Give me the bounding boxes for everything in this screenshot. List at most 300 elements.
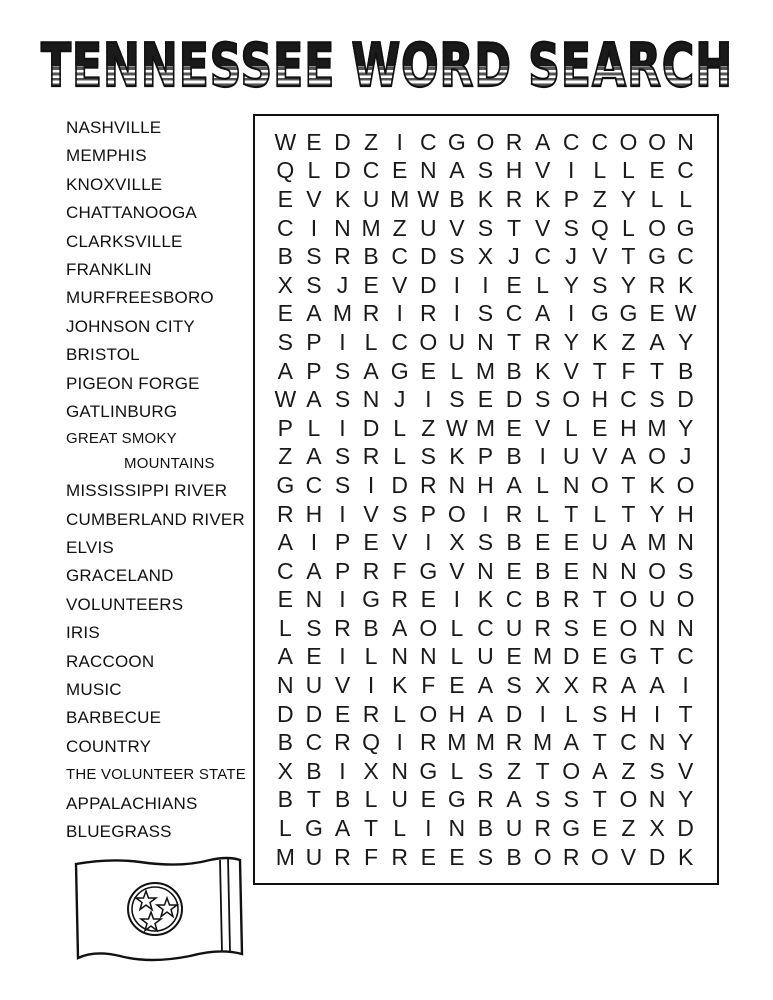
grid-letter[interactable]: T bbox=[364, 815, 379, 842]
grid-letter[interactable]: E bbox=[649, 300, 665, 327]
grid-letter[interactable]: H bbox=[477, 471, 494, 498]
grid-letter[interactable]: K bbox=[334, 185, 351, 212]
grid-letter[interactable]: S bbox=[592, 271, 608, 298]
grid-letter[interactable]: T bbox=[621, 243, 636, 270]
grid-letter[interactable]: C bbox=[362, 157, 380, 184]
grid-letter[interactable]: C bbox=[505, 586, 523, 613]
grid-letter[interactable]: N bbox=[477, 557, 494, 584]
grid-letter[interactable]: G bbox=[676, 214, 695, 241]
grid-letter[interactable]: E bbox=[563, 557, 579, 584]
grid-letter[interactable]: S bbox=[477, 757, 494, 784]
grid-letter[interactable]: I bbox=[339, 500, 346, 527]
grid-letter[interactable]: K bbox=[392, 672, 408, 699]
grid-letter[interactable]: U bbox=[305, 672, 323, 699]
grid-letter[interactable]: C bbox=[562, 128, 580, 155]
grid-letter[interactable]: W bbox=[417, 185, 440, 212]
grid-letter[interactable]: D bbox=[391, 471, 408, 498]
grid-letter[interactable]: R bbox=[362, 300, 380, 327]
grid-letter[interactable]: N bbox=[477, 328, 494, 355]
grid-letter[interactable]: C bbox=[391, 328, 408, 355]
grid-letter[interactable]: V bbox=[334, 672, 351, 699]
grid-letter[interactable]: C bbox=[677, 643, 694, 670]
grid-letter[interactable]: R bbox=[534, 328, 551, 355]
grid-letter[interactable]: S bbox=[534, 786, 551, 813]
grid-letter[interactable]: R bbox=[591, 672, 609, 699]
grid-letter[interactable]: S bbox=[392, 500, 408, 527]
grid-letter[interactable]: N bbox=[620, 557, 637, 584]
grid-letter[interactable]: K bbox=[677, 271, 694, 298]
grid-letter[interactable]: B bbox=[506, 443, 522, 470]
grid-letter[interactable]: R bbox=[391, 843, 408, 870]
grid-letter[interactable]: G bbox=[419, 557, 438, 584]
grid-letter[interactable]: N bbox=[648, 786, 666, 813]
grid-letter[interactable]: R bbox=[505, 729, 523, 756]
grid-letter[interactable]: E bbox=[277, 185, 293, 212]
grid-letter[interactable]: H bbox=[620, 700, 637, 727]
grid-letter[interactable]: M bbox=[332, 300, 353, 327]
grid-letter[interactable]: O bbox=[419, 614, 438, 641]
grid-letter[interactable]: Z bbox=[507, 757, 522, 784]
grid-letter[interactable]: J bbox=[336, 271, 349, 298]
grid-letter[interactable]: G bbox=[304, 815, 323, 842]
grid-letter[interactable]: W bbox=[674, 300, 697, 327]
grid-letter[interactable]: W bbox=[446, 414, 468, 441]
grid-letter[interactable]: I bbox=[396, 300, 403, 327]
grid-letter[interactable]: X bbox=[449, 529, 465, 556]
grid-letter[interactable]: V bbox=[563, 357, 579, 384]
grid-letter[interactable]: R bbox=[334, 843, 351, 870]
grid-letter[interactable]: A bbox=[563, 729, 579, 756]
grid-letter[interactable]: E bbox=[592, 414, 608, 441]
grid-letter[interactable]: N bbox=[419, 643, 437, 670]
grid-letter[interactable]: V bbox=[392, 529, 408, 556]
grid-letter[interactable]: R bbox=[562, 586, 580, 613]
grid-letter[interactable]: E bbox=[420, 786, 436, 813]
grid-letter[interactable]: E bbox=[420, 843, 436, 870]
grid-letter[interactable]: A bbox=[620, 443, 637, 470]
grid-letter[interactable]: S bbox=[477, 843, 494, 870]
grid-letter[interactable]: M bbox=[275, 843, 295, 870]
grid-letter[interactable]: S bbox=[334, 443, 351, 470]
grid-letter[interactable]: H bbox=[305, 500, 323, 527]
grid-letter[interactable]: S bbox=[334, 386, 351, 413]
grid-letter[interactable]: I bbox=[453, 271, 461, 298]
grid-letter[interactable]: X bbox=[363, 757, 379, 784]
grid-letter[interactable]: I bbox=[482, 500, 489, 527]
grid-letter[interactable]: O bbox=[648, 443, 666, 470]
grid-letter[interactable]: A bbox=[334, 815, 351, 842]
grid-letter[interactable]: Z bbox=[421, 414, 436, 441]
grid-letter[interactable]: P bbox=[477, 443, 494, 470]
grid-letter[interactable]: R bbox=[362, 700, 380, 727]
grid-letter[interactable]: O bbox=[562, 757, 581, 784]
grid-letter[interactable]: C bbox=[419, 128, 437, 155]
grid-letter[interactable]: I bbox=[425, 386, 432, 413]
grid-letter[interactable]: L bbox=[450, 643, 464, 670]
grid-letter[interactable]: N bbox=[448, 471, 466, 498]
grid-letter[interactable]: O bbox=[533, 843, 552, 870]
grid-letter[interactable]: S bbox=[563, 786, 579, 813]
grid-letter[interactable]: A bbox=[277, 529, 293, 556]
grid-letter[interactable]: L bbox=[278, 815, 292, 842]
grid-letter[interactable]: I bbox=[682, 672, 689, 699]
grid-letter[interactable]: B bbox=[506, 843, 522, 870]
grid-letter[interactable]: A bbox=[277, 357, 293, 384]
grid-letter[interactable]: T bbox=[564, 500, 579, 527]
grid-letter[interactable]: M bbox=[475, 414, 496, 441]
grid-letter[interactable]: B bbox=[363, 614, 379, 641]
grid-letter[interactable]: M bbox=[447, 729, 467, 756]
grid-letter[interactable]: C bbox=[620, 729, 637, 756]
grid-letter[interactable]: Z bbox=[592, 185, 607, 212]
grid-letter[interactable]: P bbox=[420, 500, 436, 527]
grid-letter[interactable]: P bbox=[306, 357, 322, 384]
grid-letter[interactable]: K bbox=[477, 185, 494, 212]
grid-letter[interactable]: U bbox=[477, 643, 494, 670]
grid-letter[interactable]: Y bbox=[649, 500, 665, 527]
grid-letter[interactable]: B bbox=[277, 786, 293, 813]
grid-letter[interactable]: F bbox=[421, 672, 436, 699]
grid-letter[interactable]: A bbox=[306, 443, 322, 470]
grid-letter[interactable]: S bbox=[534, 386, 551, 413]
grid-letter[interactable]: K bbox=[449, 443, 465, 470]
grid-letter[interactable]: M bbox=[475, 729, 496, 756]
grid-letter[interactable]: T bbox=[649, 357, 665, 384]
grid-letter[interactable]: S bbox=[649, 757, 665, 784]
grid-letter[interactable]: I bbox=[453, 586, 461, 613]
grid-letter[interactable]: O bbox=[419, 700, 438, 727]
grid-letter[interactable]: X bbox=[277, 271, 293, 298]
grid-letter[interactable]: S bbox=[477, 214, 494, 241]
grid-letter[interactable]: S bbox=[306, 243, 322, 270]
grid-letter[interactable]: Z bbox=[392, 214, 407, 241]
grid-letter[interactable]: L bbox=[593, 157, 607, 184]
grid-letter[interactable]: O bbox=[590, 843, 609, 870]
grid-letter[interactable]: L bbox=[364, 643, 378, 670]
grid-letter[interactable]: Y bbox=[563, 271, 579, 298]
grid-letter[interactable]: R bbox=[334, 243, 351, 270]
grid-letter[interactable]: T bbox=[649, 643, 665, 670]
grid-letter[interactable]: X bbox=[277, 757, 293, 784]
grid-letter[interactable]: D bbox=[505, 386, 523, 413]
grid-letter[interactable]: E bbox=[306, 128, 322, 155]
grid-letter[interactable]: T bbox=[535, 757, 550, 784]
grid-letter[interactable]: S bbox=[649, 386, 665, 413]
grid-letter[interactable]: T bbox=[592, 357, 607, 384]
grid-letter[interactable]: V bbox=[449, 214, 465, 241]
grid-letter[interactable]: A bbox=[592, 757, 608, 784]
grid-letter[interactable]: O bbox=[476, 128, 495, 155]
grid-letter[interactable]: G bbox=[619, 643, 638, 670]
grid-letter[interactable]: L bbox=[393, 443, 407, 470]
grid-letter[interactable]: I bbox=[396, 729, 403, 756]
grid-letter[interactable]: I bbox=[339, 328, 346, 355]
grid-letter[interactable]: D bbox=[419, 243, 437, 270]
grid-letter[interactable]: C bbox=[305, 729, 323, 756]
grid-letter[interactable]: L bbox=[450, 614, 464, 641]
grid-letter[interactable]: N bbox=[419, 157, 437, 184]
grid-letter[interactable]: H bbox=[591, 386, 609, 413]
grid-letter[interactable]: U bbox=[505, 614, 523, 641]
grid-letter[interactable]: F bbox=[621, 357, 636, 384]
grid-letter[interactable]: O bbox=[419, 328, 438, 355]
grid-letter[interactable]: V bbox=[534, 414, 551, 441]
grid-letter[interactable]: L bbox=[650, 185, 664, 212]
grid-letter[interactable]: U bbox=[562, 443, 580, 470]
grid-letter[interactable]: H bbox=[448, 700, 466, 727]
grid-letter[interactable]: O bbox=[676, 586, 695, 613]
grid-letter[interactable]: V bbox=[592, 443, 608, 470]
grid-letter[interactable]: D bbox=[305, 700, 323, 727]
grid-letter[interactable]: Q bbox=[276, 157, 295, 184]
grid-letter[interactable]: N bbox=[591, 557, 609, 584]
grid-letter[interactable]: I bbox=[539, 443, 546, 470]
grid-letter[interactable]: R bbox=[276, 500, 294, 527]
grid-letter[interactable]: V bbox=[449, 557, 465, 584]
grid-letter[interactable]: R bbox=[477, 786, 494, 813]
grid-letter[interactable]: L bbox=[536, 271, 550, 298]
grid-letter[interactable]: F bbox=[364, 843, 379, 870]
grid-letter[interactable]: L bbox=[393, 700, 407, 727]
grid-letter[interactable]: I bbox=[653, 700, 661, 727]
grid-letter[interactable]: L bbox=[307, 157, 321, 184]
grid-letter[interactable]: D bbox=[505, 700, 523, 727]
grid-letter[interactable]: M bbox=[533, 643, 553, 670]
grid-letter[interactable]: S bbox=[563, 214, 579, 241]
grid-letter[interactable]: C bbox=[591, 128, 609, 155]
grid-letter[interactable]: S bbox=[334, 357, 351, 384]
grid-letter[interactable]: E bbox=[563, 529, 579, 556]
grid-letter[interactable]: T bbox=[621, 500, 636, 527]
grid-letter[interactable]: E bbox=[649, 157, 665, 184]
grid-letter[interactable]: Y bbox=[620, 271, 637, 298]
grid-letter[interactable]: G bbox=[390, 357, 409, 384]
grid-letter[interactable]: A bbox=[506, 471, 522, 498]
grid-letter[interactable]: L bbox=[450, 357, 464, 384]
grid-letter[interactable]: E bbox=[277, 300, 293, 327]
grid-letter[interactable]: U bbox=[419, 214, 437, 241]
grid-letter[interactable]: L bbox=[679, 185, 692, 212]
grid-letter[interactable]: H bbox=[620, 414, 637, 441]
grid-letter[interactable]: L bbox=[393, 815, 407, 842]
grid-letter[interactable]: S bbox=[477, 529, 494, 556]
grid-letter[interactable]: O bbox=[619, 786, 638, 813]
grid-letter[interactable]: I bbox=[482, 271, 489, 298]
grid-letter[interactable]: R bbox=[334, 614, 351, 641]
grid-letter[interactable]: O bbox=[619, 614, 638, 641]
grid-letter[interactable]: I bbox=[367, 471, 375, 498]
grid-letter[interactable]: A bbox=[534, 128, 551, 155]
grid-letter[interactable]: A bbox=[477, 700, 494, 727]
grid-letter[interactable]: S bbox=[306, 614, 322, 641]
grid-letter[interactable]: Q bbox=[590, 214, 609, 241]
grid-letter[interactable]: O bbox=[619, 586, 638, 613]
grid-letter[interactable]: U bbox=[305, 843, 323, 870]
grid-letter[interactable]: B bbox=[363, 243, 379, 270]
grid-letter[interactable]: J bbox=[679, 443, 692, 470]
grid-letter[interactable]: N bbox=[648, 614, 666, 641]
grid-letter[interactable]: B bbox=[277, 729, 293, 756]
grid-letter[interactable]: M bbox=[361, 214, 381, 241]
grid-letter[interactable]: A bbox=[477, 672, 494, 699]
grid-letter[interactable]: C bbox=[534, 243, 551, 270]
grid-letter[interactable]: A bbox=[506, 786, 522, 813]
grid-letter[interactable]: V bbox=[392, 271, 408, 298]
grid-letter[interactable]: A bbox=[620, 529, 637, 556]
grid-letter[interactable]: L bbox=[564, 414, 578, 441]
grid-letter[interactable]: T bbox=[592, 729, 607, 756]
grid-letter[interactable]: O bbox=[447, 500, 466, 527]
grid-letter[interactable]: S bbox=[477, 300, 494, 327]
grid-letter[interactable]: S bbox=[477, 157, 494, 184]
grid-letter[interactable]: T bbox=[592, 786, 607, 813]
grid-letter[interactable]: E bbox=[506, 557, 522, 584]
grid-letter[interactable]: N bbox=[305, 586, 323, 613]
grid-letter[interactable]: I bbox=[339, 757, 346, 784]
grid-letter[interactable]: E bbox=[363, 529, 379, 556]
grid-letter[interactable]: R bbox=[648, 271, 666, 298]
grid-letter[interactable]: U bbox=[362, 185, 380, 212]
grid-letter[interactable]: Y bbox=[620, 185, 637, 212]
grid-letter[interactable]: G bbox=[619, 300, 638, 327]
grid-letter[interactable]: C bbox=[620, 386, 637, 413]
grid-letter[interactable]: Z bbox=[621, 328, 636, 355]
grid-letter[interactable]: R bbox=[505, 128, 523, 155]
grid-letter[interactable]: M bbox=[647, 529, 667, 556]
grid-letter[interactable]: A bbox=[363, 357, 379, 384]
grid-letter[interactable]: D bbox=[648, 843, 666, 870]
grid-letter[interactable]: I bbox=[310, 214, 318, 241]
grid-letter[interactable]: I bbox=[568, 157, 575, 184]
grid-letter[interactable]: V bbox=[534, 214, 551, 241]
grid-letter[interactable]: Q bbox=[362, 729, 381, 756]
grid-letter[interactable]: P bbox=[334, 557, 351, 584]
grid-letter[interactable]: O bbox=[619, 128, 638, 155]
grid-letter[interactable]: I bbox=[367, 672, 375, 699]
grid-letter[interactable]: F bbox=[392, 557, 407, 584]
grid-letter[interactable]: Z bbox=[278, 443, 293, 470]
grid-letter[interactable]: O bbox=[590, 471, 609, 498]
grid-letter[interactable]: N bbox=[391, 643, 408, 670]
grid-letter[interactable]: B bbox=[506, 529, 522, 556]
grid-letter[interactable]: C bbox=[677, 243, 694, 270]
grid-letter[interactable]: B bbox=[277, 243, 293, 270]
grid-letter[interactable]: Y bbox=[677, 328, 694, 355]
grid-letter[interactable]: C bbox=[305, 471, 323, 498]
grid-letter[interactable]: P bbox=[563, 185, 579, 212]
grid-letter[interactable]: X bbox=[477, 243, 494, 270]
grid-letter[interactable]: O bbox=[562, 386, 581, 413]
grid-letter[interactable]: L bbox=[564, 700, 578, 727]
grid-letter[interactable]: W bbox=[274, 128, 297, 155]
grid-letter[interactable]: E bbox=[363, 271, 379, 298]
grid-letter[interactable]: L bbox=[622, 157, 635, 184]
grid-letter[interactable]: K bbox=[534, 357, 551, 384]
grid-letter[interactable]: B bbox=[449, 185, 465, 212]
grid-letter[interactable]: S bbox=[334, 471, 351, 498]
grid-letter[interactable]: T bbox=[678, 700, 693, 727]
grid-letter[interactable]: C bbox=[276, 557, 294, 584]
grid-letter[interactable]: I bbox=[568, 300, 575, 327]
grid-letter[interactable]: S bbox=[306, 271, 322, 298]
grid-letter[interactable]: B bbox=[306, 757, 322, 784]
grid-letter[interactable]: O bbox=[676, 471, 695, 498]
grid-letter[interactable]: N bbox=[677, 614, 694, 641]
grid-letter[interactable]: V bbox=[620, 843, 637, 870]
grid-letter[interactable]: D bbox=[677, 386, 694, 413]
grid-letter[interactable]: R bbox=[362, 557, 380, 584]
grid-letter[interactable]: S bbox=[563, 614, 579, 641]
grid-letter[interactable]: L bbox=[364, 328, 378, 355]
grid-letter[interactable]: B bbox=[506, 357, 522, 384]
grid-letter[interactable]: R bbox=[419, 471, 437, 498]
grid-letter[interactable]: A bbox=[306, 557, 322, 584]
grid-letter[interactable]: A bbox=[306, 386, 322, 413]
grid-letter[interactable]: I bbox=[425, 529, 432, 556]
grid-letter[interactable]: E bbox=[334, 700, 351, 727]
grid-letter[interactable]: R bbox=[505, 500, 523, 527]
grid-letter[interactable]: N bbox=[677, 128, 694, 155]
grid-letter[interactable]: A bbox=[306, 300, 322, 327]
grid-letter[interactable]: N bbox=[648, 729, 666, 756]
grid-letter[interactable]: O bbox=[648, 128, 666, 155]
grid-letter[interactable]: E bbox=[592, 815, 608, 842]
grid-letter[interactable]: V bbox=[306, 185, 322, 212]
grid-letter[interactable]: C bbox=[677, 157, 694, 184]
grid-letter[interactable]: G bbox=[562, 815, 581, 842]
grid-letter[interactable]: Z bbox=[621, 757, 636, 784]
grid-letter[interactable]: I bbox=[339, 414, 346, 441]
grid-letter[interactable]: P bbox=[277, 414, 293, 441]
grid-letter[interactable]: R bbox=[419, 300, 437, 327]
grid-letter[interactable]: V bbox=[592, 243, 608, 270]
grid-letter[interactable]: G bbox=[362, 586, 381, 613]
grid-letter[interactable]: E bbox=[477, 386, 494, 413]
grid-letter[interactable]: C bbox=[276, 214, 294, 241]
grid-letter[interactable]: B bbox=[334, 786, 351, 813]
grid-letter[interactable]: G bbox=[419, 757, 438, 784]
grid-letter[interactable]: A bbox=[392, 614, 408, 641]
grid-letter[interactable]: N bbox=[334, 214, 351, 241]
grid-letter[interactable]: B bbox=[534, 557, 551, 584]
grid-letter[interactable]: K bbox=[677, 843, 694, 870]
grid-letter[interactable]: T bbox=[592, 586, 607, 613]
grid-letter[interactable]: E bbox=[277, 586, 293, 613]
grid-letter[interactable]: U bbox=[505, 815, 523, 842]
grid-letter[interactable]: E bbox=[392, 157, 408, 184]
grid-letter[interactable]: K bbox=[477, 586, 494, 613]
grid-letter[interactable]: B bbox=[534, 586, 551, 613]
grid-letter[interactable]: P bbox=[334, 529, 351, 556]
grid-letter[interactable]: A bbox=[649, 672, 665, 699]
grid-letter[interactable]: R bbox=[562, 843, 580, 870]
grid-letter[interactable]: T bbox=[507, 214, 522, 241]
grid-letter[interactable]: B bbox=[477, 815, 494, 842]
grid-letter[interactable]: S bbox=[592, 700, 608, 727]
grid-letter[interactable]: M bbox=[475, 357, 496, 384]
grid-letter[interactable]: E bbox=[306, 643, 322, 670]
grid-letter[interactable]: A bbox=[620, 672, 637, 699]
grid-letter[interactable]: G bbox=[447, 128, 466, 155]
grid-letter[interactable]: E bbox=[420, 586, 436, 613]
grid-letter[interactable]: R bbox=[419, 729, 437, 756]
grid-letter[interactable]: U bbox=[591, 529, 609, 556]
grid-letter[interactable]: Y bbox=[563, 328, 579, 355]
grid-letter[interactable]: D bbox=[677, 815, 694, 842]
grid-letter[interactable]: N bbox=[391, 757, 408, 784]
grid-letter[interactable]: A bbox=[649, 328, 665, 355]
grid-letter[interactable]: X bbox=[649, 815, 665, 842]
